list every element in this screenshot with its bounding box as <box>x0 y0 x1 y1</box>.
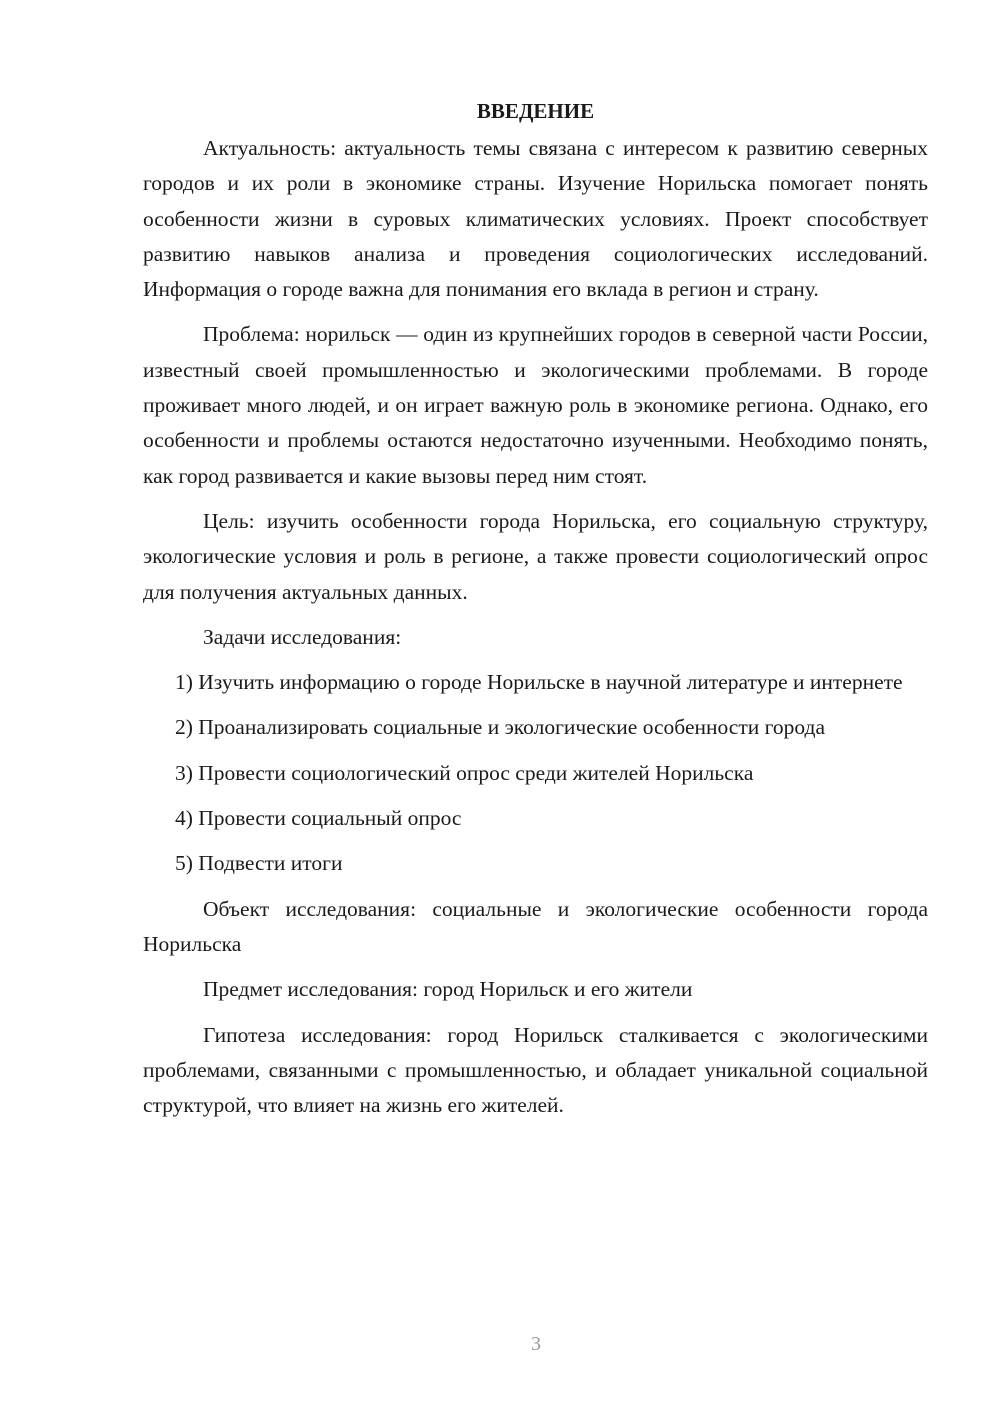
document-page <box>143 95 928 1133</box>
paragraph-problem: Проблема: норильск — один из крупнейших городов в северной части России, известный своей промышленностью и экологическими проблемами. В городе проживает много людей, и он играет важную роль в экономике региона. Однако, его особенности и проблемы остаются недостаточно изученными. Необходимо понять, как город развивается и какие вызовы перед ним стоят. <box>143 322 928 488</box>
paragraph-relevance: Актуальность: актуальность темы связана с интересом к развитию северных городов и их роли в экономике страны. Изучение Норильска помогает понять особенности жизни в суровых климатических условиях. Проект способствует развитию навыков анализа и проведения социологических исследований. Информация о городе важна для понимания его вклада в регион и страну. <box>143 136 928 302</box>
task-item-2: 2) Проанализировать социальные и экологические особенности города <box>175 715 826 740</box>
task-item-4: 4) Провести социальный опрос <box>175 806 462 831</box>
paragraph-object: Объект исследования: социальные и экологические особенности города Норильска <box>143 896 928 956</box>
paragraph-goal: Цель: изучить особенности города Норильска, его социальную структуру, экологические условия и роль в регионе, а также провести социологический опрос для получения актуальных данных. <box>143 508 928 604</box>
paragraph-subject: Предмет исследования: город Норильск и его жители <box>203 977 693 1002</box>
paragraph-hypothesis: Гипотеза исследования: город Норильск сталкивается с экологическими проблемами, связанными с промышленностью, и обладает уникальной социальной структурой, что влияет на жизнь его жителей. <box>143 1022 928 1118</box>
section-title: ВВЕДЕНИЕ <box>476 99 595 123</box>
paragraph-tasks-heading: Задачи исследования: <box>203 624 402 649</box>
page-number: 3 <box>531 1333 541 1355</box>
task-item-1: 1) Изучить информацию о городе Норильске в научной литературе и интернете <box>175 670 903 695</box>
task-item-3: 3) Провести социологический опрос среди жителей Норильска <box>175 760 754 785</box>
task-item-5: 5) Подвести итоги <box>175 851 343 876</box>
